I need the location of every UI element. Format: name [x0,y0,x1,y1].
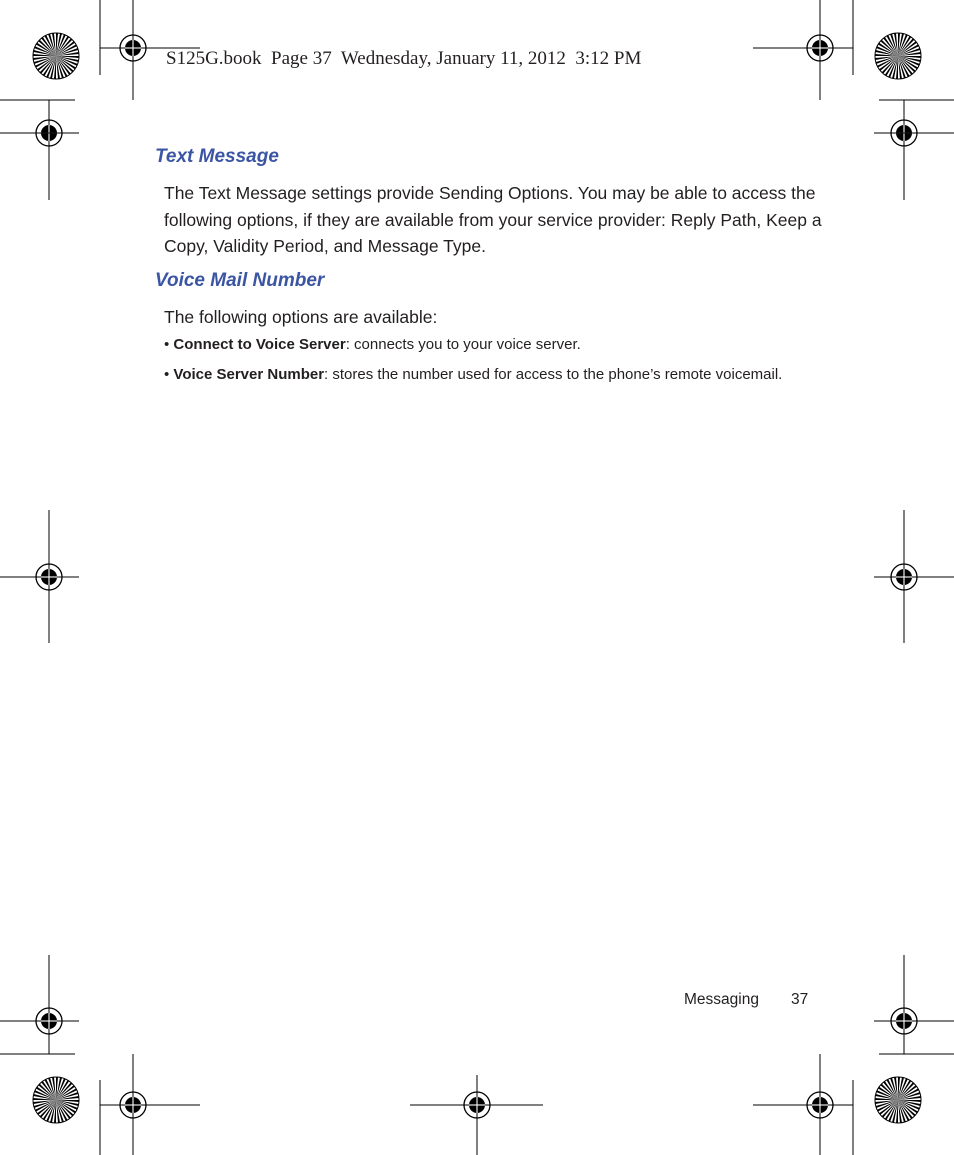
bullet-description: : connects you to your voice server. [345,336,581,353]
section-heading-voice-mail-number: Voice Mail Number [155,270,325,291]
section-heading-text-message: Text Message [155,146,279,167]
list-item: • Connect to Voice Server: connects you to your voice server. [164,336,581,353]
bullet-description: : stores the number used for access to the phone’s remote voicemail. [324,366,783,383]
list-item: • Voice Server Number: stores the number used for access to the phone’s remote voicemail. [164,366,783,383]
registration-mark-icon [0,100,79,200]
bullet-term: Voice Server Number [173,366,325,383]
registration-mark-icon [874,955,954,1054]
registration-mark-icon [410,1075,543,1155]
footer-section-name: Messaging [684,991,759,1008]
registration-mark-icon [753,0,853,100]
registration-mark-icon [100,1054,200,1155]
page-number: 37 [791,991,809,1008]
voice-mail-intro: The following options are available: [164,307,438,327]
registration-mark-icon [0,510,79,643]
registration-mark-icon [753,1054,853,1155]
color-starburst-icon [875,33,921,79]
color-starburst-icon [33,33,79,79]
registration-mark-icon [874,510,954,643]
bullet-term: Connect to Voice Server [173,336,346,353]
registration-mark-icon [874,100,954,200]
color-starburst-icon [875,1077,921,1123]
color-starburst-icon [33,1077,79,1123]
print-slug-line: S125G.book Page 37 Wednesday, January 11, 2012 3:12 PM [166,48,642,69]
text-message-description: The Text Message settings provide Sending Options. You may be able to access the following options, if they are available from your service provider: Reply Path, Keep a Copy, Validity Period, and Message Type. [164,183,822,256]
registration-mark-icon [0,955,79,1054]
